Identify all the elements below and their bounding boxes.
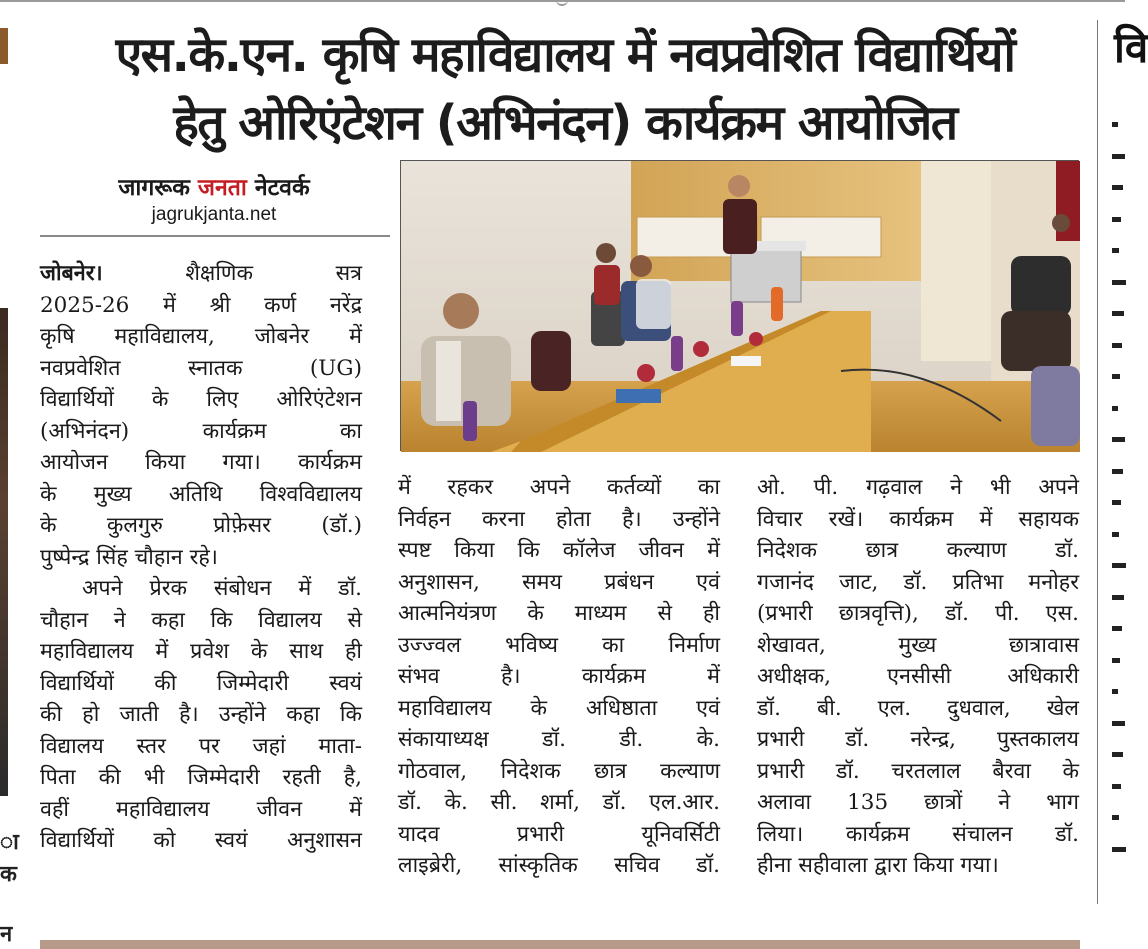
article-line: यादव प्रभारी यूनिवर्सिटी: [398, 821, 720, 847]
article-line: की हो जाती है। उन्होंने कहा कि: [40, 702, 362, 727]
right-neighbor-text-fragment: [1112, 343, 1122, 348]
right-neighbor-text-fragment: [1112, 185, 1123, 190]
article-line: गोठवाल, निदेशक छात्र कल्याण: [398, 758, 720, 784]
article-line: अनुशासन, समय प्रबंधन एवं: [398, 569, 720, 595]
right-neighbor-text-fragment: [1112, 721, 1125, 726]
left-neighbor-fragment: ा: [0, 830, 19, 855]
article-line: डॉ. के. सी. शर्मा, डॉ. एल.आर.: [398, 790, 720, 815]
right-neighbor-text-fragment: [1112, 847, 1126, 852]
event-photo-illustration: [401, 161, 1080, 452]
article-line: चौहान ने कहा कि विद्यालय से: [40, 607, 362, 633]
article-column-3: [757, 472, 1079, 882]
right-neighbor-text-fragment: [1112, 689, 1118, 694]
article-line: पुष्पेन्द्र सिंह चौहान रहे।: [40, 544, 218, 570]
right-neighbor-text-fragment: [1112, 595, 1124, 600]
article-line: के कुलगुरु प्रोफ़ेसर (डॉ.): [40, 513, 362, 538]
article-line-text: शैक्षणिक सत्र: [185, 261, 362, 286]
right-neighbor-text-fragment: [1112, 815, 1119, 820]
right-neighbor-text-fragment: [1112, 626, 1122, 631]
article-line: स्पष्ट किया कि कॉलेज जीवन में: [398, 538, 720, 563]
right-neighbor-text-fragment: [1112, 154, 1125, 159]
right-neighbor-text-fragment: [1112, 658, 1120, 663]
article-column-2: [398, 472, 720, 882]
right-neighbor-text-fragment: [1112, 248, 1119, 253]
article-line: प्रभारी डॉ. नरेन्द्र, पुस्तकालय: [757, 727, 1079, 752]
byline-website: jagrukjanta.net: [151, 204, 277, 225]
article-line: डॉ. बी. एल. दुधवाल, खेल: [757, 695, 1079, 721]
article-line: लिया। कार्यक्रम संचालन डॉ.: [757, 821, 1079, 847]
dateline: जोबनेर।: [40, 261, 103, 286]
article-line: कृषि महाविद्यालय, जोबनेर में: [40, 324, 362, 349]
right-neighbor-text-fragment: [1112, 374, 1120, 379]
byline-name-accent: जनता: [197, 175, 247, 201]
article-line: (प्रभारी छात्रवृत्ति), डॉ. पी. एस.: [757, 601, 1079, 626]
right-neighbor-text-fragment: [1112, 280, 1126, 285]
right-column-divider: [1097, 20, 1098, 904]
article-line: विद्यार्थियों के लिए ओरिएंटेशन: [40, 387, 362, 412]
article-line: हीना सहीवाला द्वारा किया गया।: [757, 853, 999, 878]
event-photo: [400, 160, 1079, 451]
right-neighbor-text-fragment: [1112, 406, 1118, 411]
article-line: विचार रखें। कार्यक्रम में सहायक: [757, 506, 1079, 532]
article-line: नवप्रवेशित स्नातक (UG): [40, 355, 362, 381]
article-line: में रहकर अपने कर्तव्यों का: [398, 475, 720, 500]
headline-line-1: एस.के.एन. कृषि महाविद्यालय में नवप्रवेशित विद्यार्थियों: [115, 27, 1015, 83]
right-neighbor-text-fragment: [1112, 532, 1119, 537]
article-line: [40, 258, 362, 290]
article-line: विद्यार्थियों को स्वयं अनुशासन: [40, 828, 362, 853]
article-line: आत्मनियंत्रण के माध्यम से ही: [398, 601, 720, 626]
right-neighbor-text-fragment: [1112, 122, 1118, 127]
byline-name-part: जागरूक: [118, 175, 190, 201]
article-line: 2025-26 में श्री कर्ण नरेंद्र: [40, 292, 362, 318]
left-neighbor-strip: [0, 28, 8, 64]
article-line: अधीक्षक, एनसीसी अधिकारी: [757, 664, 1079, 689]
article-line: उज्ज्वल भविष्य का निर्माण: [398, 632, 720, 658]
article-line: शेखावत, मुख्य छात्रावास: [757, 632, 1079, 658]
article-line: लाइब्रेरी, सांस्कृतिक सचिव डॉ.: [398, 853, 720, 878]
article-line: अपने प्रेरक संबोधन में डॉ.: [82, 576, 362, 601]
article-line: महाविद्यालय में प्रवेश के साथ ही: [40, 639, 362, 664]
left-neighbor-fragment: क: [0, 862, 17, 887]
right-neighbor-text-fragment: [1112, 469, 1123, 474]
article-line: निर्वहन करना होता है। उन्होंने: [398, 506, 720, 532]
right-neighbor-heading: वि: [1114, 23, 1148, 72]
article-line: अलावा 135 छात्रों ने भाग: [757, 790, 1079, 815]
article-line: गजानंद जाट, डॉ. प्रतिभा मनोहर: [757, 569, 1079, 595]
left-neighbor-fragment: न: [0, 922, 13, 947]
byline-name: [40, 170, 388, 202]
right-neighbor-text-fragment: [1112, 752, 1123, 757]
article-line: निदेशक छात्र कल्याण डॉ.: [757, 538, 1079, 563]
article-line: महाविद्यालय के अधिष्ठाता एवं: [398, 695, 720, 721]
article-line: संभव है। कार्यक्रम में: [398, 664, 720, 689]
article-line: के मुख्य अतिथि विश्वविद्यालय: [40, 481, 362, 507]
article-line: संकायाध्यक्ष डॉ. डी. के.: [398, 727, 720, 752]
right-neighbor-text-fragment: [1112, 500, 1121, 505]
right-neighbor-text-fragment: [1112, 437, 1125, 442]
right-neighbor-text-fragment: [1112, 311, 1124, 316]
article-line: पिता की भी जिम्मेदारी रहती है,: [40, 765, 362, 790]
byline: [40, 170, 388, 226]
byline-name-part: नेटवर्क: [254, 175, 310, 201]
right-neighbor-text-fragment: [1112, 784, 1121, 789]
top-center-mark: [556, 0, 568, 6]
right-neighbor-text-fragment: [1112, 563, 1126, 568]
article-line: ओ. पी. गढ़वाल ने भी अपने: [757, 475, 1079, 500]
article-line: वहीं महाविद्यालय जीवन में: [40, 796, 362, 822]
article-line: आयोजन किया गया। कार्यक्रम: [40, 450, 362, 475]
article-column-1: [40, 258, 362, 857]
right-neighbor-text-fragment: [1112, 217, 1121, 222]
left-neighbor-photo: [0, 308, 8, 796]
article-line: प्रभारी डॉ. चरतलाल बैरवा के: [757, 758, 1079, 784]
byline-rule: [40, 235, 390, 237]
bottom-photo-strip: [40, 940, 1080, 949]
article-line: (अभिनंदन) कार्यक्रम का: [40, 418, 362, 444]
article-line: विद्यार्थियों की जिम्मेदारी स्वयं: [40, 670, 362, 696]
article-line: विद्यालय स्तर पर जहां माता-: [40, 733, 362, 759]
headline-line-2: हेतु ओरिएंटेशन (अभिनंदन) कार्यक्रम आयोजित: [173, 95, 957, 151]
